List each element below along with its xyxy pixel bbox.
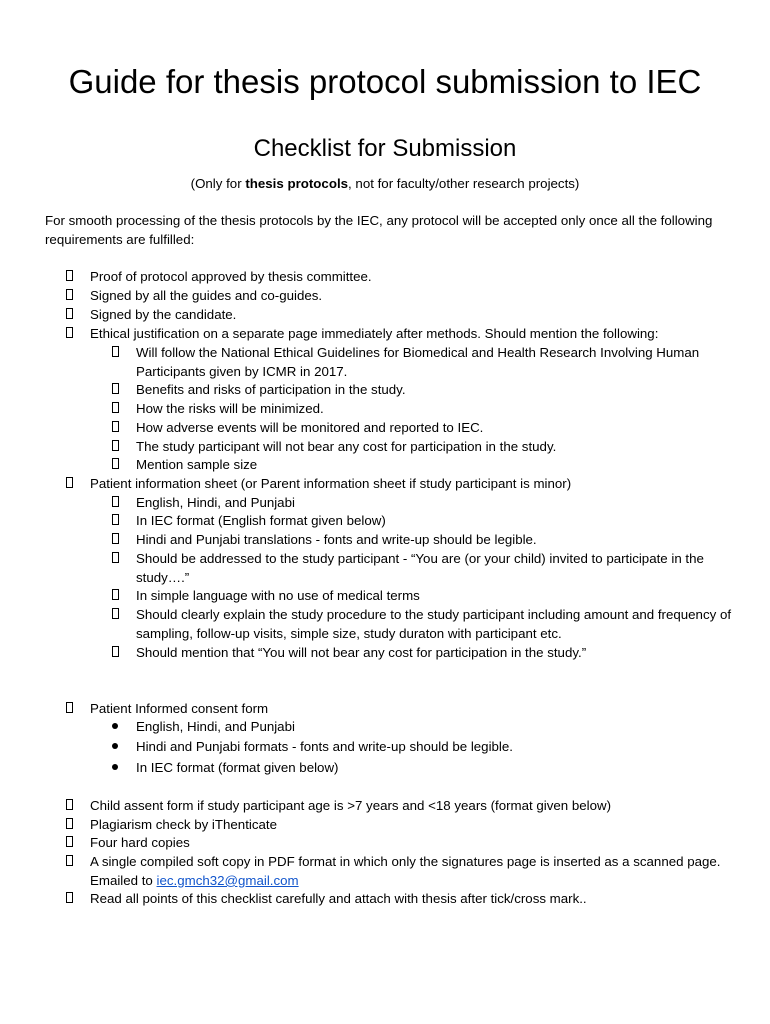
checkbox-icon	[112, 381, 119, 400]
checklist-subitem: How the risks will be minimized.	[136, 401, 324, 416]
bullet-icon	[112, 738, 118, 757]
checklist-item-soft-copy	[90, 853, 740, 891]
checklist-subitem: Should be addressed to the study participant - “You are (or your child) invited to participate in the study….”	[136, 551, 704, 585]
checklist-subitem: In IEC format (format given below)	[136, 760, 339, 775]
checklist-subitem: Should mention that “You will not bear any cost for participation in the study.”	[136, 645, 587, 660]
checklist-item: Ethical justification on a separate page immediately after methods. Should mention the following:	[90, 326, 659, 341]
checkbox-icon	[66, 475, 73, 494]
checklist-subitem: How adverse events will be monitored and reported to IEC.	[136, 420, 484, 435]
checklist-subitem: Mention sample size	[136, 457, 258, 472]
email-link[interactable]: iec.gmch32@gmail.com	[156, 872, 299, 888]
checkbox-icon	[112, 344, 119, 363]
checkbox-icon	[66, 306, 73, 325]
checklist-subitem: In simple language with no use of medical terms	[136, 588, 420, 603]
checklist-subitem: Will follow the National Ethical Guidelines for Biomedical and Health Research Involving Human Participants given by ICMR in 2017.	[136, 345, 700, 379]
checkbox-icon	[66, 797, 73, 816]
checklist-item: Patient Informed consent form	[90, 701, 269, 716]
checkbox-icon	[112, 512, 119, 531]
checkbox-icon	[66, 853, 73, 872]
checklist-item: Signed by the candidate.	[90, 307, 237, 322]
checkbox-icon	[112, 531, 119, 550]
checkbox-icon	[112, 456, 119, 475]
checklist-subitem: Should clearly explain the study procedure to the study participant including amount and frequency of sampling, follow-up visits, simple size, study duraton with participant etc.	[136, 607, 732, 641]
bullet-icon	[112, 759, 118, 778]
checklist-subitem: English, Hindi, and Punjabi	[136, 495, 295, 510]
bullet-icon	[112, 718, 118, 737]
checklist-subitem: Hindi and Punjabi formats - fonts and write-up should be legible.	[136, 739, 513, 754]
checklist-item: Read all points of this checklist carefully and attach with thesis after tick/cross mark..	[90, 891, 587, 906]
checklist-subitem: The study participant will not bear any cost for participation in the study.	[136, 439, 557, 454]
checkbox-icon	[112, 644, 119, 663]
checklist-subitem: Benefits and risks of participation in the study.	[136, 382, 406, 397]
checklist-heading: Checklist for Submission	[253, 135, 517, 162]
checkbox-icon	[66, 890, 73, 909]
checklist-item: Signed by all the guides and co-guides.	[90, 288, 323, 303]
checklist-item: Four hard copies	[90, 835, 190, 850]
checkbox-icon	[66, 268, 73, 287]
checklist-item: Proof of protocol approved by thesis committee.	[90, 269, 372, 284]
checkbox-icon	[66, 816, 73, 835]
document-title: Guide for thesis protocol submission to IEC	[68, 63, 702, 100]
checkbox-icon	[112, 606, 119, 625]
checklist-item: Plagiarism check by iThenticate	[90, 817, 277, 832]
checkbox-icon	[112, 400, 119, 419]
scope-note-prefix: (Only for	[190, 176, 246, 191]
scope-note-suffix: , not for faculty/other research projects)	[348, 176, 580, 191]
checkbox-icon	[66, 700, 73, 719]
checkbox-icon	[112, 494, 119, 513]
soft-copy-text: A single compiled soft copy in PDF format in which only the signatures page is inserted as a scanned page. Emailed to	[90, 854, 721, 888]
checkbox-icon	[66, 834, 73, 853]
intro-paragraph: For smooth processing of the thesis protocols by the IEC, any protocol will be accepted only once all the following requirements are fulfilled:	[45, 213, 713, 247]
scope-note-bold: thesis protocols	[245, 176, 349, 191]
checklist-subitem: English, Hindi, and Punjabi	[136, 719, 295, 734]
checklist-subitem: Hindi and Punjabi translations - fonts and write-up should be legible.	[136, 532, 537, 547]
checkbox-icon	[112, 419, 119, 438]
checklist-subitem: In IEC format (English format given below)	[136, 513, 386, 528]
checkbox-icon	[112, 550, 119, 569]
checkbox-icon	[112, 438, 119, 457]
checkbox-icon	[112, 587, 119, 606]
checkbox-icon	[66, 287, 73, 306]
checklist-item: Patient information sheet (or Parent information sheet if study participant is minor)	[90, 476, 572, 491]
checkbox-icon	[66, 325, 73, 344]
checklist-item: Child assent form if study participant age is >7 years and <18 years (format given below)	[90, 798, 612, 813]
